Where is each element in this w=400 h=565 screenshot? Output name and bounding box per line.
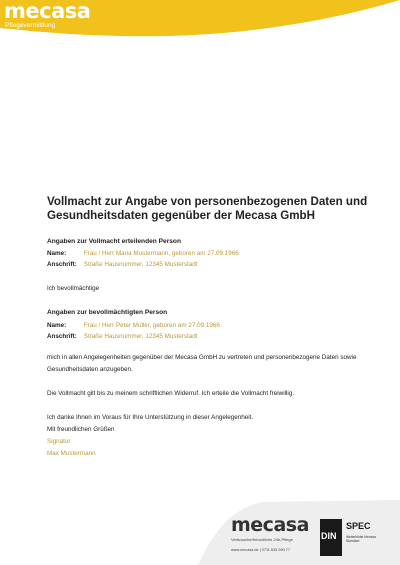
footer-logo-subtitle: Verbraucherfreundliche 24h-Pflege	[231, 537, 293, 542]
grantor-heading: Angaben zur Vollmacht erteilenden Person	[47, 238, 181, 245]
grantor-address-value: Straße Hausnummer, 12345 Musterstadt	[83, 261, 198, 268]
thanks-text: Ich danke Ihnen im Voraus für Ihre Unterstützung in dieser Angelegenheit.	[47, 414, 254, 421]
agent-heading: Angaben zur bevollmächtigten Person	[47, 309, 168, 316]
din-spec-badge	[320, 519, 376, 556]
header-logo-subtitle: Pflegevermittlung	[5, 22, 56, 29]
validity-text: Die Vollmacht gilt bis zu meinem schriftlichen Widerruf. Ich erteile die Vollmacht freiwillig.	[47, 390, 295, 397]
signature-label: Signatur	[47, 438, 71, 445]
din-box	[320, 519, 342, 556]
spec-label: SPEC	[346, 521, 371, 531]
closing-text: Mit freundlichen Grüßen	[47, 426, 115, 433]
agent-name-label: Name:	[47, 322, 67, 329]
grantor-address-label: Anschrift:	[47, 261, 77, 268]
footer-logo[interactable]	[231, 516, 309, 552]
header-logo-text: mecasa	[4, 0, 91, 23]
footer-contact[interactable]: www.mecasa.de | 0711 633 990 77	[231, 548, 290, 552]
scope-text: mich in allen Angelegenheiten gegenüber der Mecasa GmbH zu vertreten und personenbezogene Daten sowie Gesundheitsdaten anzugeben.	[47, 354, 357, 373]
authorize-text: Ich bevollmächtige	[47, 285, 100, 292]
grantor-name-value: Frau / Herr Maria Mustermann, geboren am 27.09.1966	[83, 250, 239, 257]
agent-address-value: Straße Hausnummer, 12345 Musterstadt	[83, 333, 198, 340]
din-label: DIN	[321, 531, 337, 541]
document-title: Vollmacht zur Angabe von personenbezogenen Daten und Gesundheitsdaten gegenüber der Mecasa GmbH	[47, 195, 368, 222]
grantor-name-label: Name:	[47, 250, 67, 257]
footer-logo-text: mecasa	[231, 514, 309, 536]
agent-address-label: Anschrift:	[47, 333, 77, 340]
agent-name-value: Frau / Herr Peter Müller, geboren am 27.09.1966	[83, 322, 220, 329]
signature-name: Max Mustermann	[47, 450, 96, 457]
din-small-text: Weiterbildet Mecasa Standard	[346, 535, 376, 543]
